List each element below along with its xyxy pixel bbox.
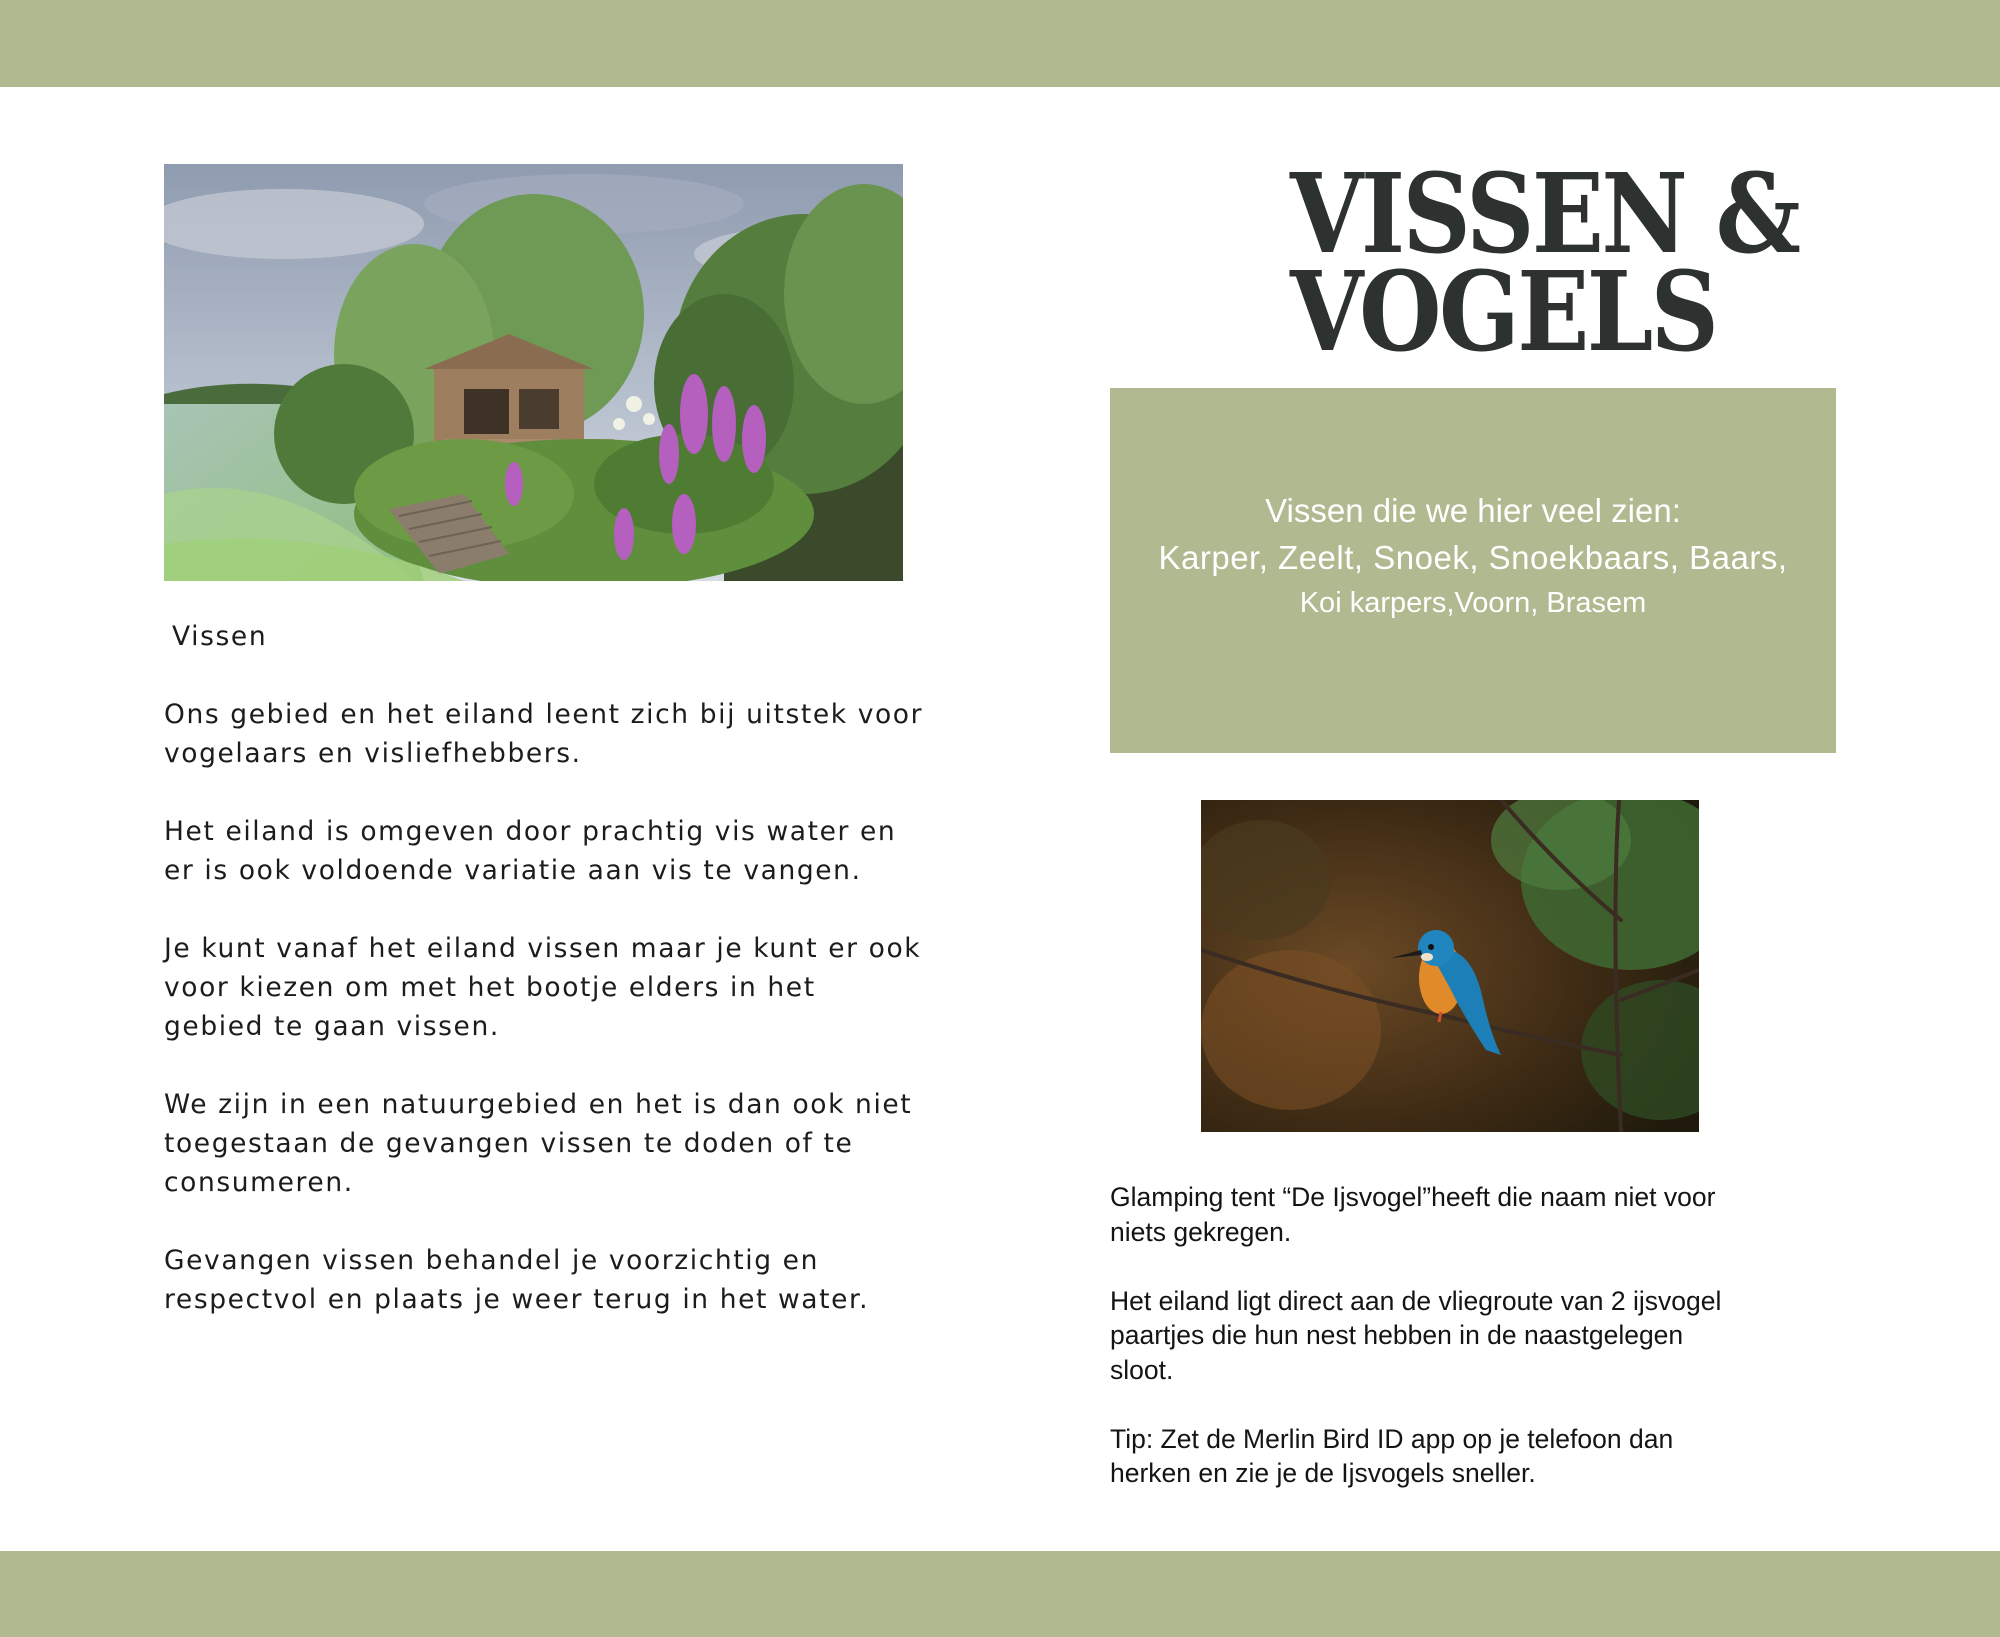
fish-species-box bbox=[1110, 388, 1836, 753]
bottom-band bbox=[0, 1551, 2000, 1637]
paragraph: Glamping tent “De Ijsvogel”heeft die naam niet voor niets gekregen. bbox=[1110, 1182, 1716, 1247]
kingfisher-photo bbox=[1201, 800, 1699, 1132]
page-title bbox=[1290, 149, 1799, 376]
top-band bbox=[0, 0, 2000, 87]
paragraph: Tip: Zet de Merlin Bird ID app op je telefoon dan herken en zie je de Ijsvogels sneller. bbox=[1110, 1423, 1674, 1488]
fish-box-heading: Vissen die we hier veel zien: bbox=[1265, 492, 1681, 529]
paragraph: Het eiland ligt direct aan de vliegroute van 2 ijsvogel paartjes die hun nest hebben in de naastgelegen sloot. bbox=[1110, 1285, 1722, 1385]
paragraph: Het eiland is omgeven door prachtig vis water en er is ook voldoende variatie aan vis te vangen. bbox=[164, 816, 897, 886]
fishing-text-column bbox=[164, 617, 924, 1358]
island-glamping-photo bbox=[164, 164, 903, 581]
title-line-1: VISSEN & bbox=[1290, 149, 1799, 278]
paragraph: We zijn in een natuurgebied en het is dan ook niet toegestaan de gevangen vissen te doden of te consumeren. bbox=[164, 1089, 913, 1198]
fish-box-species-line-2: Koi karpers,Voorn, Brasem bbox=[1299, 587, 1647, 619]
paragraph: Je kunt vanaf het eiland vissen maar je kunt er ook voor kiezen om met het bootje elders in het gebied te gaan vissen. bbox=[164, 933, 922, 1042]
birds-text-column bbox=[1110, 1180, 1750, 1525]
title-line-2: VOGELS bbox=[1290, 247, 1717, 376]
section-heading-vissen: Vissen bbox=[172, 621, 268, 652]
paragraph: Gevangen vissen behandel je voorzichtig en respectvol en plaats je weer terug in het water. bbox=[164, 1245, 870, 1315]
fish-box-species-line-1: Karper, Zeelt, Snoek, Snoekbaars, Baars, bbox=[1158, 539, 1788, 576]
paragraph: Ons gebied en het eiland leent zich bij uitstek voor vogelaars en visliefhebbers. bbox=[164, 699, 924, 769]
